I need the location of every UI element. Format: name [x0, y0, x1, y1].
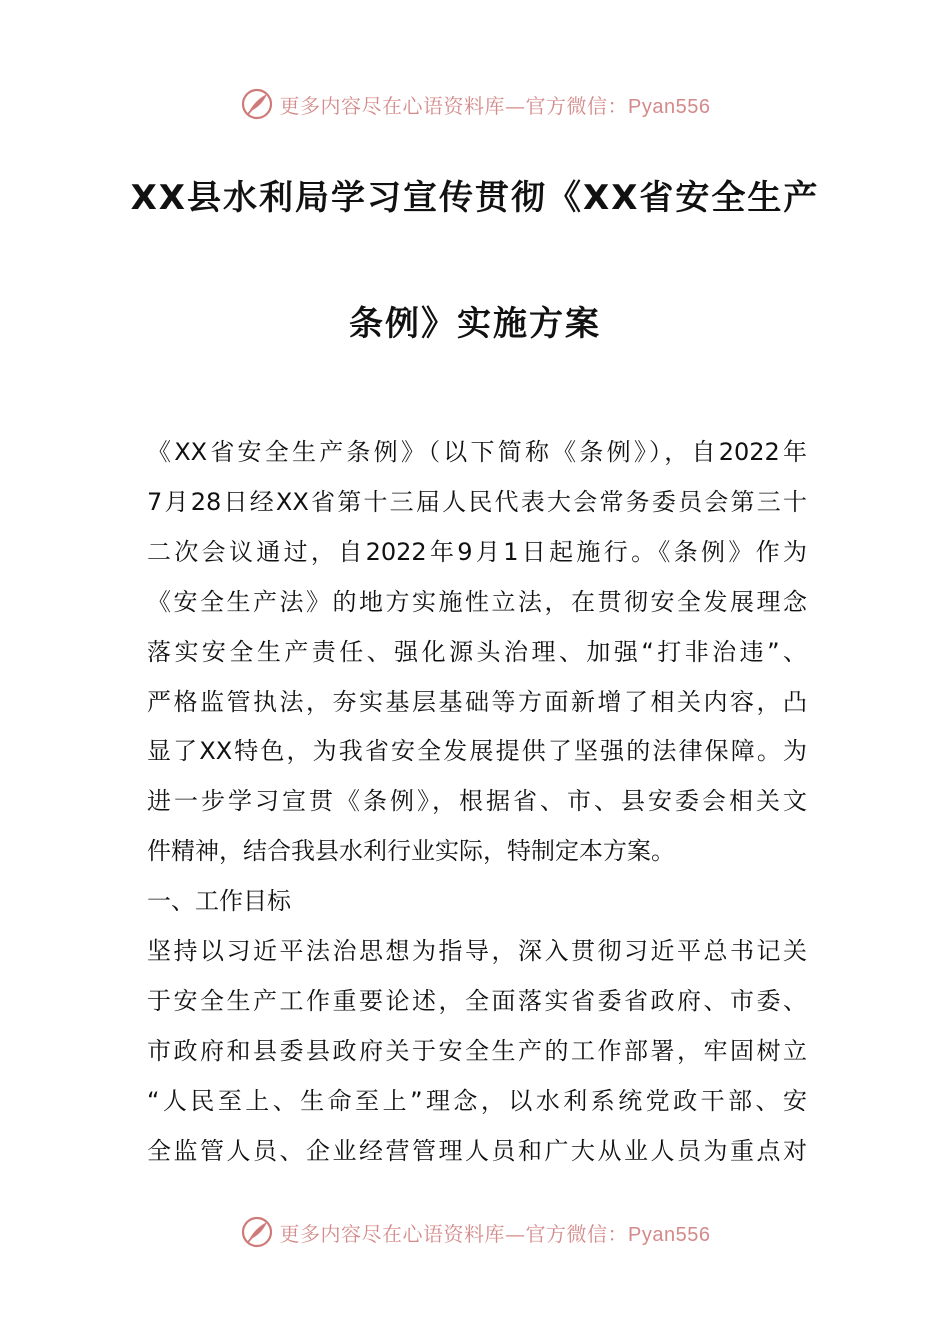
header-watermark — [0, 84, 950, 124]
body-line: 7月28日经XX省第十三届人民代表大会常务委员会第三十 — [147, 487, 807, 516]
watermark-handle: Pyan556 — [628, 95, 711, 118]
body-line: 进一步学习宣贯《条例》，根据省、市、县安委会相关文 — [147, 787, 807, 816]
body-line: “人民至上、生命至上”理念，以水利系统党政干部、安 — [147, 1086, 807, 1115]
body-line: 坚持以习近平法治思想为指导，深入贯彻习近平总书记关 — [147, 937, 807, 966]
body-line: 于安全生产工作重要论述，全面落实省委省政府、市委、 — [147, 986, 807, 1015]
document-body — [147, 428, 807, 1177]
watermark-handle: Pyan556 — [628, 1223, 711, 1246]
feather-pen-logo-icon — [240, 87, 274, 121]
body-line: 二次会议通过，自2022年9月1日起施行。《条例》作为 — [147, 537, 807, 566]
body-line: 《XX省安全生产条例》（以下简称《条例》），自2022年 — [147, 438, 807, 466]
footer-watermark — [0, 1212, 950, 1252]
watermark-text: 更多内容尽在心语资料库—官方微信：Pyan556 — [279, 93, 711, 118]
document-title-line-1: XX县水利局学习宣传贯彻《XX省安全生产 — [130, 178, 820, 218]
body-line: 全监管人员、企业经营管理人员和广大从业人员为重点对 — [147, 1136, 807, 1165]
section-heading: 一、工作目标 — [147, 887, 291, 916]
watermark-text: 更多内容尽在心语资料库—官方微信：Pyan556 — [279, 1221, 711, 1246]
body-line: 显了XX特色，为我省安全发展提供了坚强的法律保障。为 — [147, 737, 807, 766]
body-line: 严格监管执法，夯实基层基础等方面新增了相关内容，凸 — [147, 687, 807, 716]
document-title-line-2: 条例》实施方案 — [349, 304, 601, 344]
feather-pen-logo-icon — [240, 1215, 274, 1249]
body-line: 件精神，结合我县水利行业实际，特制定本方案。 — [147, 837, 675, 866]
body-line: 《安全生产法》的地方实施性立法，在贯彻安全发展理念 — [147, 587, 807, 616]
body-line: 落实安全生产责任、强化源头治理、加强“打非治违”、 — [147, 637, 807, 666]
body-line: 市政府和县委县政府关于安全生产的工作部署，牢固树立 — [147, 1036, 807, 1065]
